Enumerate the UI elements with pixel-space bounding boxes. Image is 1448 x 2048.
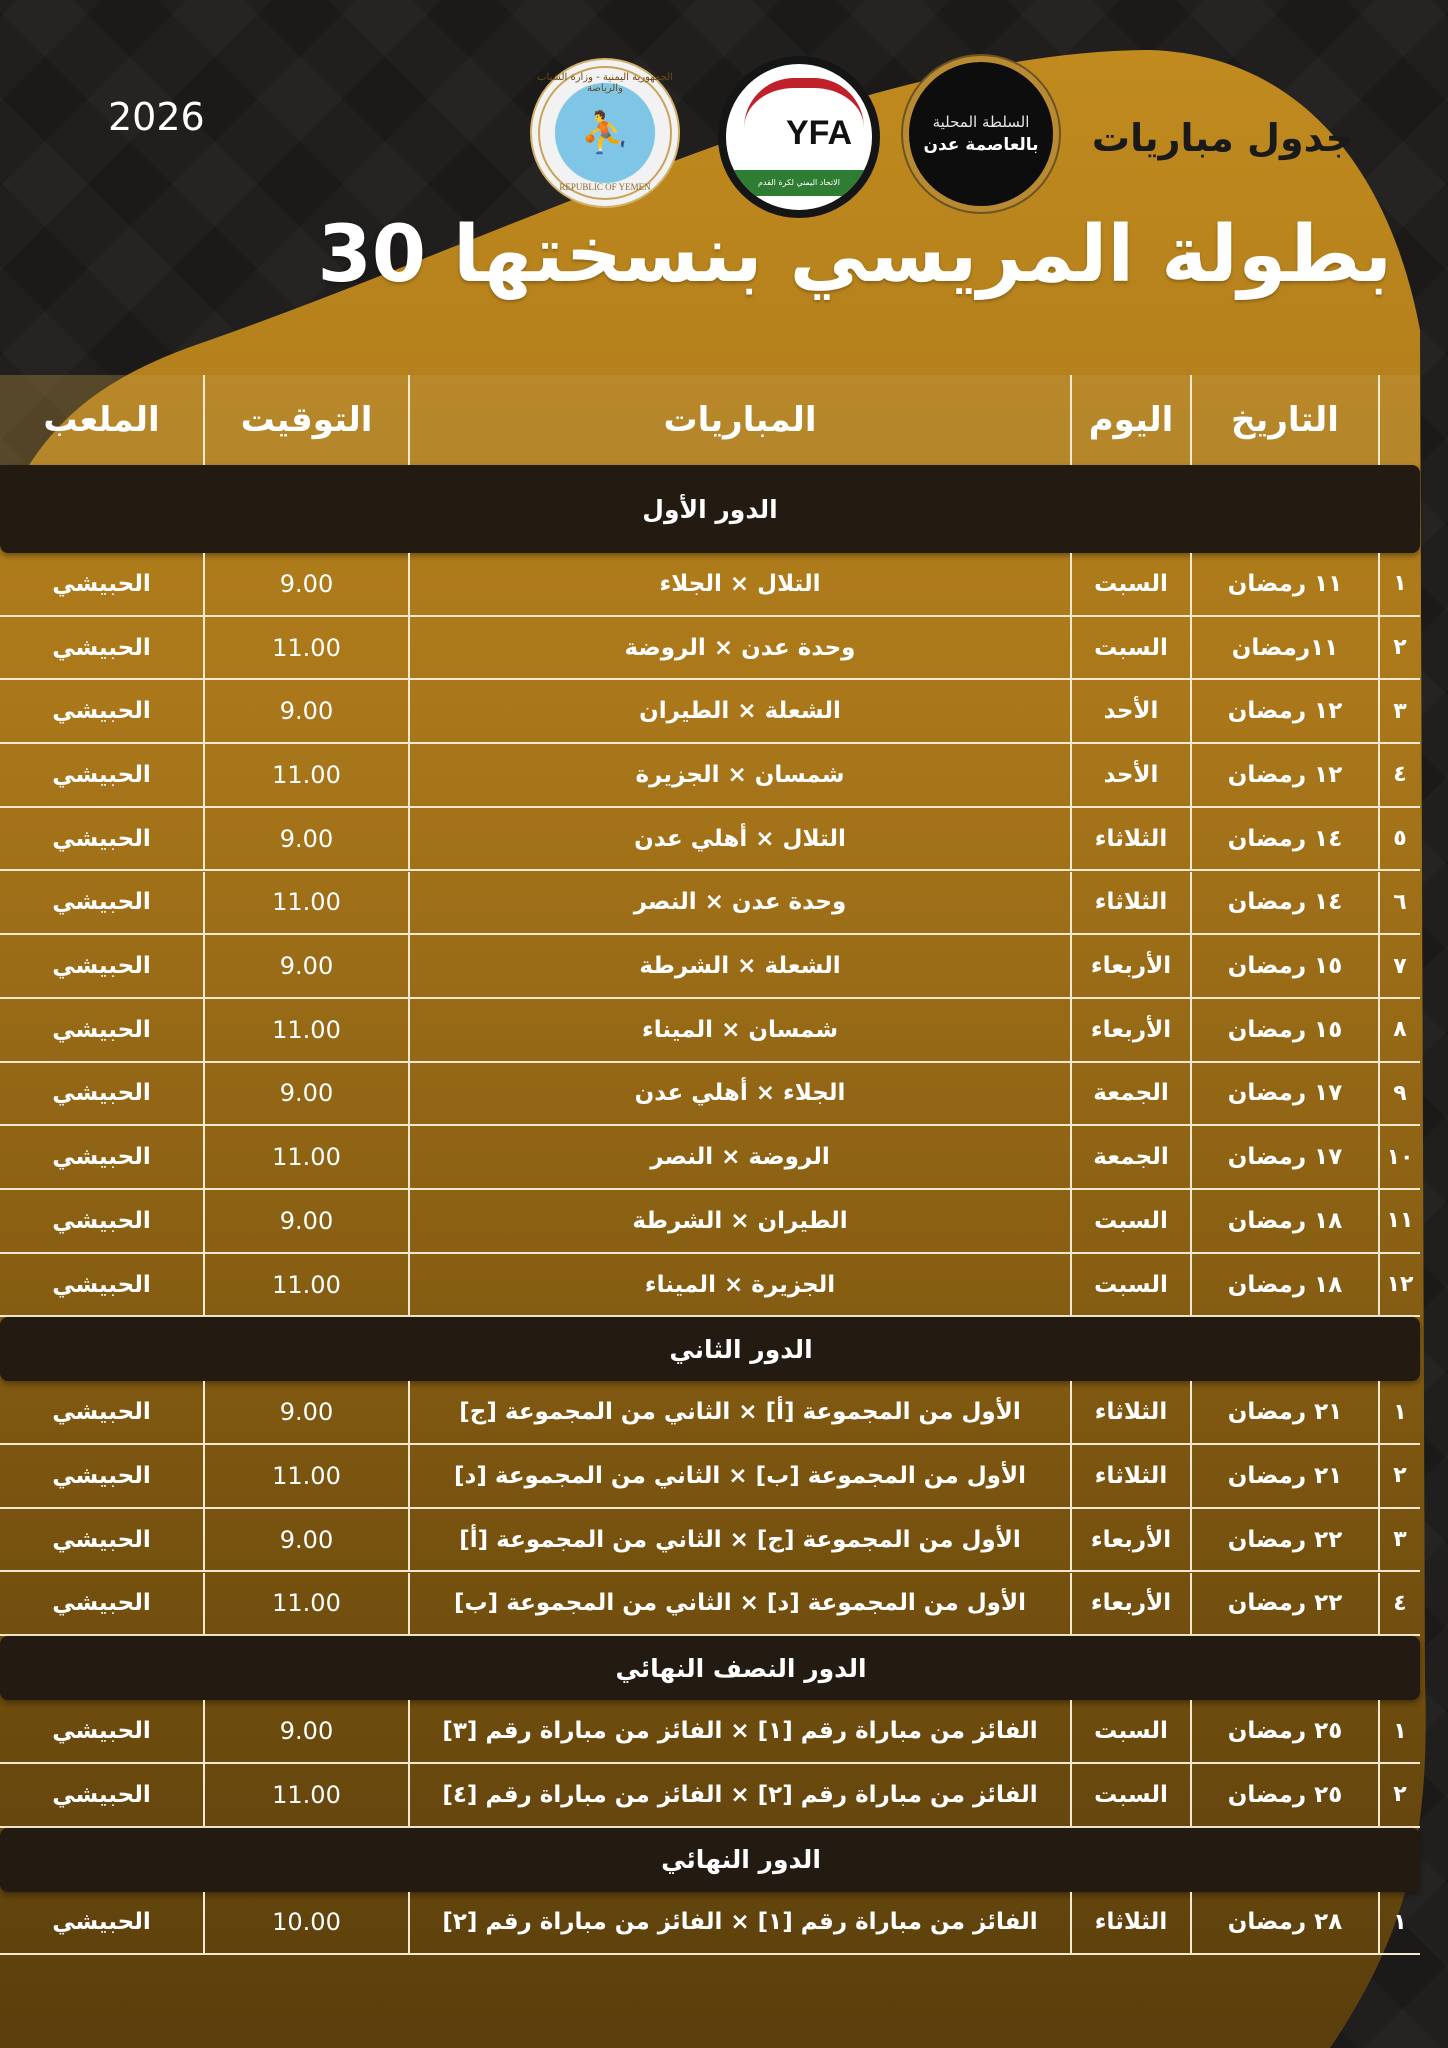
cell-date: ١٤ رمضان [1192,872,1380,934]
cell-time: 11.00 [203,1254,410,1316]
cell-match: الأول من المجموعة [ب] × الثاني من المجموعة [د] [410,1445,1072,1507]
cell-match: التلال × أهلي عدن [410,808,1072,870]
cell-num: ٢ [1393,1463,1407,1489]
cell-venue: الحبيشي [52,1462,151,1489]
cell-match: الطيران × الشرطة [410,1190,1072,1252]
cell-venue: الحبيشي [52,825,151,852]
table-row [0,1892,1420,1956]
column-header-venue: الملعب [43,400,160,440]
cell-date: ٢٥ رمضان [1192,1700,1380,1762]
table-row [0,1254,1420,1318]
column-header-day: اليوم [1072,375,1192,465]
cell-day: الجمعة [1072,1126,1192,1188]
cell-num: ٤ [1393,1590,1407,1616]
cell-venue: الحبيشي [52,634,151,661]
cell-match: الأول من المجموعة [ج] × الثاني من المجموعة [أ] [410,1509,1072,1571]
cell-match: الفائز من مباراة رقم [١] × الفائز من مباراة رقم [٣] [410,1700,1072,1762]
table-row [0,872,1420,936]
cell-day: السبت [1072,617,1192,679]
cell-date: ٢٢ رمضان [1192,1509,1380,1571]
table-row [0,1445,1420,1509]
table-row [0,1764,1420,1828]
cell-venue: الحبيشي [52,1590,151,1617]
cell-day: الثلاثاء [1072,1892,1192,1954]
column-header-number [1380,375,1420,465]
cell-date: ١٥ رمضان [1192,935,1380,997]
section-title: الدور النصف النهائي [615,1653,867,1683]
table-header-row [0,375,1420,465]
cell-day: السبت [1072,553,1192,615]
cell-match: الجزيرة × الميناء [410,1254,1072,1316]
cell-venue: الحبيشي [52,570,151,597]
cell-day: السبت [1072,1254,1192,1316]
aden-logo-line2: بالعاصمة عدن [923,135,1039,155]
ministry-logo [530,58,680,208]
cell-match: شمسان × الجزيرة [410,744,1072,806]
section-title: الدور الأول [642,494,778,524]
cell-date: ٢٨ رمضان [1192,1892,1380,1954]
cell-time: 9.00 [203,1063,410,1125]
cell-date: ١٢ رمضان [1192,744,1380,806]
cell-match: الأول من المجموعة [أ] × الثاني من المجموعة [ج] [410,1381,1072,1443]
cell-day: السبت [1072,1764,1192,1826]
table-row [0,1126,1420,1190]
cell-match: الروضة × النصر [410,1126,1072,1188]
cell-time: 9.00 [203,680,410,742]
cell-time: 11.00 [203,1573,410,1635]
cell-num: ١١ [1386,1208,1414,1234]
aden-logo-line1: السلطة المحلية [932,113,1030,131]
cell-venue: الحبيشي [52,761,151,788]
table-row [0,553,1420,617]
cell-time: 11.00 [203,999,410,1061]
cell-day: الثلاثاء [1072,1381,1192,1443]
cell-match: الفائز من مباراة رقم [٢] × الفائز من مباراة رقم [٤] [410,1764,1072,1826]
table-row [0,808,1420,872]
cell-venue: الحبيشي [52,1207,151,1234]
cell-date: ٢٢ رمضان [1192,1573,1380,1635]
table-row [0,1573,1420,1637]
cell-num: ١٠ [1386,1144,1414,1170]
cell-time: 10.00 [203,1892,410,1954]
column-header-date: التاريخ [1192,375,1380,465]
cell-date: ٢١ رمضان [1192,1381,1380,1443]
cell-date: ١٧ رمضان [1192,1063,1380,1125]
table-row [0,1190,1420,1254]
table-row [0,680,1420,744]
cell-venue: الحبيشي [52,1718,151,1745]
cell-date: ١٤ رمضان [1192,808,1380,870]
cell-date: ٢١ رمضان [1192,1445,1380,1507]
page-title: بطولة المريسي بنسختها 30 [317,210,1392,300]
cell-venue: الحبيشي [52,1016,151,1043]
section-header [0,465,1420,553]
cell-num: ٢ [1393,635,1407,661]
cell-match: وحدة عدن × النصر [410,872,1072,934]
cell-date: ١٨ رمضان [1192,1254,1380,1316]
table-row [0,999,1420,1063]
cell-venue: الحبيشي [52,1909,151,1936]
cell-date: ١١ رمضان [1192,553,1380,615]
cell-time: 9.00 [203,935,410,997]
cell-time: 11.00 [203,1764,410,1826]
cell-time: 11.00 [203,617,410,679]
cell-date: ٢٥ رمضان [1192,1764,1380,1826]
cell-venue: الحبيشي [52,1080,151,1107]
cell-num: ٢ [1393,1782,1407,1808]
cell-num: ٣ [1393,1527,1407,1553]
yfa-logo-subtitle: الاتحاد اليمني لكرة القدم [726,170,872,196]
year-label: 2026 [108,95,205,139]
athletes-icon: ⛹ [580,110,630,156]
cell-venue: الحبيشي [52,1144,151,1171]
cell-match: شمسان × الميناء [410,999,1072,1061]
cell-num: ١ [1393,1718,1407,1744]
column-header-match: المباريات [410,375,1072,465]
cell-day: الأربعاء [1072,1509,1192,1571]
column-header-time: التوقيت [203,375,410,465]
cell-day: السبت [1072,1700,1192,1762]
cell-day: الأربعاء [1072,935,1192,997]
section-header [0,1828,1420,1892]
table-row [0,744,1420,808]
cell-num: ٩ [1393,1080,1407,1106]
cell-date: ١١رمضان [1192,617,1380,679]
cell-match: الفائز من مباراة رقم [١] × الفائز من مباراة رقم [٢] [410,1892,1072,1954]
cell-day: الأحد [1072,744,1192,806]
section-title: الدور النهائي [661,1845,821,1875]
table-row [0,1700,1420,1764]
cell-date: ١٢ رمضان [1192,680,1380,742]
table-row [0,1509,1420,1573]
cell-num: ٣ [1393,698,1407,724]
cell-venue: الحبيشي [52,1399,151,1426]
cell-venue: الحبيشي [52,1781,151,1808]
yfa-logo [718,56,880,218]
section-header [0,1317,1420,1381]
cell-match: الشعلة × الطيران [410,680,1072,742]
aden-authority-logo [903,56,1059,212]
cell-num: ٧ [1393,953,1407,979]
cell-time: 11.00 [203,1126,410,1188]
cell-match: الشعلة × الشرطة [410,935,1072,997]
cell-day: الأربعاء [1072,1573,1192,1635]
cell-day: السبت [1072,1190,1192,1252]
cell-time: 11.00 [203,744,410,806]
cell-day: الأحد [1072,680,1192,742]
cell-time: 9.00 [203,1509,410,1571]
cell-time: 11.00 [203,1445,410,1507]
cell-time: 9.00 [203,1381,410,1443]
cell-venue: الحبيشي [52,1271,151,1298]
cell-num: ١ [1393,1399,1407,1425]
cell-num: ٤ [1393,762,1407,788]
cell-num: ١ [1393,1909,1407,1935]
cell-time: 9.00 [203,1700,410,1762]
cell-day: الثلاثاء [1072,872,1192,934]
yfa-logo-text: YFA [785,113,853,152]
cell-time: 9.00 [203,553,410,615]
cell-venue: الحبيشي [52,889,151,916]
cell-num: ٥ [1393,826,1407,852]
cell-num: ١٢ [1386,1272,1414,1298]
section-title: الدور الثاني [669,1334,813,1364]
cell-match: التلال × الجلاء [410,553,1072,615]
cell-match: الجلاء × أهلي عدن [410,1063,1072,1125]
cell-match: وحدة عدن × الروضة [410,617,1072,679]
cell-num: ١ [1393,571,1407,597]
cell-time: 11.00 [203,872,410,934]
ministry-logo-english-text: REPUBLIC OF YEMEN [559,182,651,192]
cell-venue: الحبيشي [52,1526,151,1553]
cell-date: ١٥ رمضان [1192,999,1380,1061]
cell-day: الثلاثاء [1072,1445,1192,1507]
cell-venue: الحبيشي [52,953,151,980]
table-row [0,935,1420,999]
cell-date: ١٧ رمضان [1192,1126,1380,1188]
schedule-label: جدول مباريات [1091,116,1353,160]
cell-date: ١٨ رمضان [1192,1190,1380,1252]
table-row [0,617,1420,681]
cell-match: الأول من المجموعة [د] × الثاني من المجموعة [ب] [410,1573,1072,1635]
cell-day: الأربعاء [1072,999,1192,1061]
cell-num: ٨ [1393,1017,1407,1043]
cell-day: الجمعة [1072,1063,1192,1125]
cell-time: 9.00 [203,808,410,870]
ministry-logo-arabic-text: الجمهورية اليمنية - وزارة الشباب والرياضة [537,72,673,94]
section-header [0,1636,1420,1700]
cell-venue: الحبيشي [52,698,151,725]
cell-time: 9.00 [203,1190,410,1252]
table-row [0,1381,1420,1445]
cell-day: الثلاثاء [1072,808,1192,870]
table-row [0,1063,1420,1127]
cell-num: ٦ [1393,889,1407,915]
